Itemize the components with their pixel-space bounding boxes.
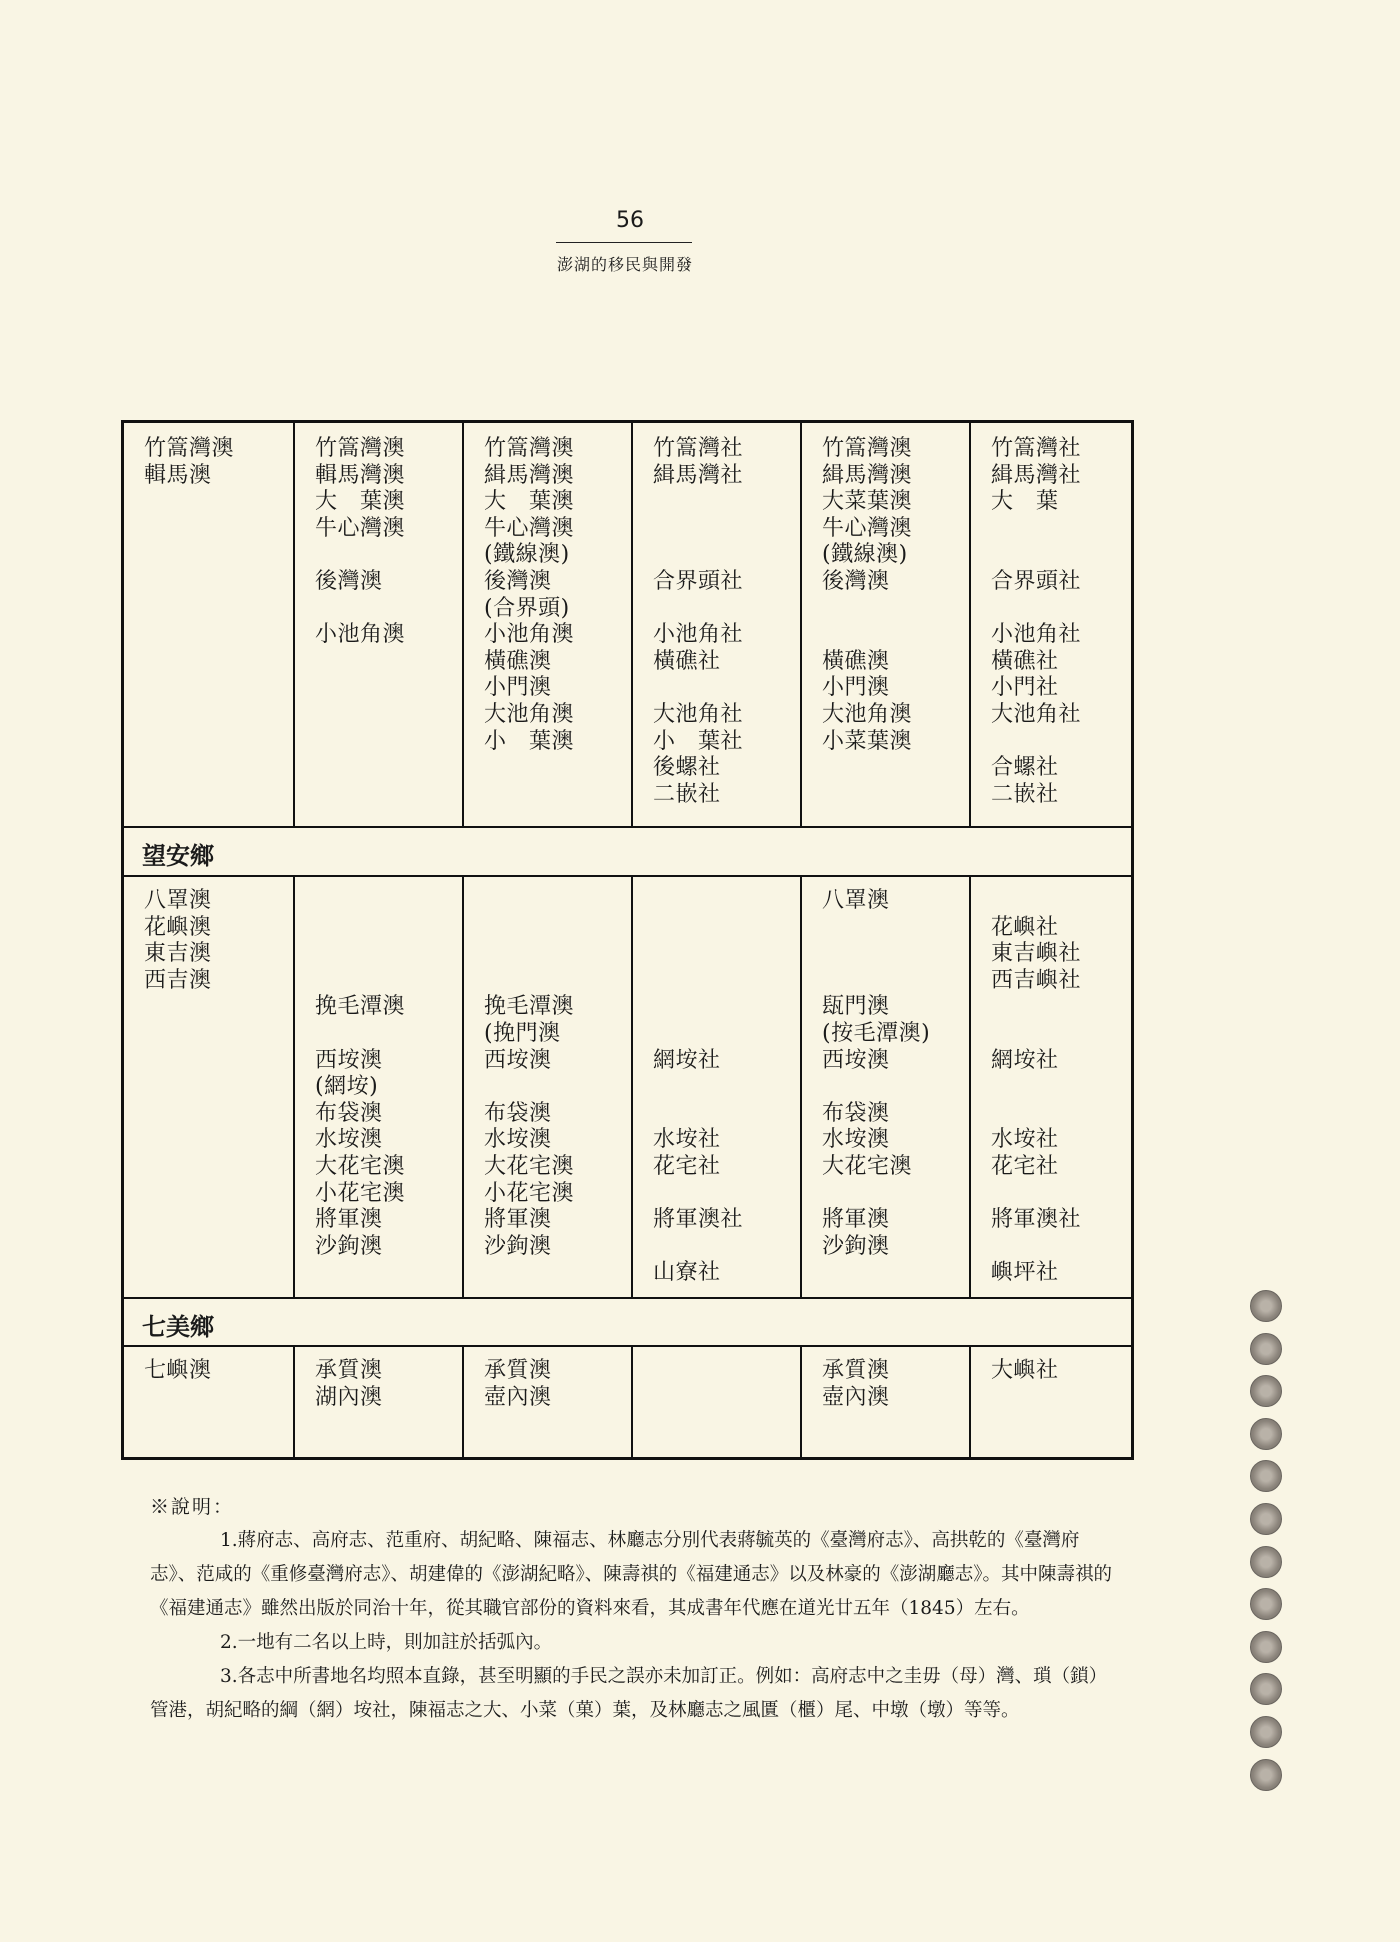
place-name: 將軍澳 bbox=[822, 1207, 890, 1233]
seal-ornament bbox=[1250, 1631, 1282, 1663]
seal-ornament bbox=[1250, 1546, 1282, 1578]
place-name bbox=[991, 542, 1127, 569]
place-name: 緝馬灣社 bbox=[653, 462, 744, 488]
place-name: 挽毛潭澳 bbox=[484, 994, 575, 1020]
place-name: 布袋澳 bbox=[822, 1100, 890, 1126]
place-name: 合界頭社 bbox=[653, 568, 744, 594]
place-name bbox=[484, 968, 627, 995]
table-cell bbox=[293, 423, 462, 826]
place-name: 橫礁社 bbox=[991, 648, 1059, 674]
place-name bbox=[315, 968, 458, 995]
place-name bbox=[991, 1074, 1127, 1101]
place-name: 竹篙灣澳 bbox=[315, 436, 406, 461]
place-name: 西垵澳 bbox=[484, 1047, 552, 1073]
place-name bbox=[653, 1074, 796, 1101]
table-block-2 bbox=[124, 875, 1131, 1297]
place-name: (按毛潭澳) bbox=[822, 1020, 931, 1046]
place-name: 水垵社 bbox=[991, 1127, 1059, 1153]
place-name: 水垵社 bbox=[653, 1127, 721, 1153]
place-name: 沙鉤澳 bbox=[315, 1233, 383, 1259]
place-name: 承質澳 bbox=[315, 1358, 383, 1383]
seal-ornament bbox=[1250, 1716, 1282, 1748]
place-name bbox=[991, 729, 1127, 756]
place-name: 花嶼澳 bbox=[144, 914, 212, 940]
place-name: 嶼坪社 bbox=[991, 1260, 1059, 1286]
place-name: 大池角澳 bbox=[822, 701, 913, 727]
seal-ornament bbox=[1250, 1759, 1282, 1791]
place-name bbox=[653, 1181, 796, 1208]
place-name: 竹篙灣澳 bbox=[144, 436, 235, 461]
note-1: 1.蔣府志、高府志、范重府、胡紀略、陳福志、林廳志分別代表蔣毓英的《臺灣府志》、高拱乾的《臺灣府志》、范咸的《重修臺灣府志》、胡建偉的《澎湖紀略》、陳壽祺的《福建通志》以及林豪的《澎湖廳志》。其中陳壽祺的《福建通志》雖然出版於同治十年，從其職官部份的資料來看，其成書年代應在道光廿五年（1845）左右。 bbox=[150, 1530, 1113, 1619]
table-rule bbox=[124, 1297, 1131, 1299]
place-name: 大 葉澳 bbox=[315, 489, 406, 515]
place-name: 橫礁社 bbox=[653, 648, 721, 674]
place-name bbox=[991, 1021, 1127, 1048]
place-name: 小 葉澳 bbox=[484, 728, 575, 754]
place-name bbox=[315, 1021, 458, 1048]
place-name: 合螺社 bbox=[991, 755, 1059, 781]
place-name bbox=[822, 596, 965, 623]
place-name: 東吉澳 bbox=[144, 941, 212, 967]
place-name: 後灣澳 bbox=[315, 568, 383, 594]
place-name: 八罩澳 bbox=[822, 888, 890, 913]
table-block-3 bbox=[124, 1345, 1131, 1457]
table-cell bbox=[969, 875, 1131, 1297]
place-name: (鐵線澳) bbox=[484, 542, 570, 568]
place-name: 瓺門澳 bbox=[822, 994, 890, 1020]
place-name: 小門澳 bbox=[822, 675, 890, 701]
place-name bbox=[822, 968, 965, 995]
place-name: 小門社 bbox=[991, 675, 1059, 701]
place-name bbox=[991, 888, 1127, 915]
place-name: 西吉嶼社 bbox=[991, 967, 1082, 993]
place-name: 後螺社 bbox=[653, 755, 721, 781]
place-name: 牛心灣澳 bbox=[822, 515, 913, 541]
place-name: (網垵) bbox=[315, 1074, 379, 1100]
seal-ornament bbox=[1250, 1333, 1282, 1365]
running-title: 澎湖的移民與開發 bbox=[556, 255, 693, 274]
table-rule bbox=[124, 826, 1131, 828]
place-name: 小花宅澳 bbox=[484, 1180, 575, 1206]
place-name: 小池角澳 bbox=[315, 622, 406, 648]
place-name: 湖內澳 bbox=[315, 1384, 383, 1410]
table-cell bbox=[462, 423, 631, 826]
place-name bbox=[653, 675, 796, 702]
place-name: 西吉澳 bbox=[144, 967, 212, 993]
place-name bbox=[822, 622, 965, 649]
place-name: 大花宅澳 bbox=[315, 1153, 406, 1179]
table-cell bbox=[631, 1345, 800, 1457]
table-cell bbox=[293, 875, 462, 1297]
table-cell bbox=[293, 1345, 462, 1457]
place-name bbox=[653, 941, 796, 968]
place-name: 大 葉澳 bbox=[484, 489, 575, 515]
place-name: 竹篙灣澳 bbox=[484, 436, 575, 461]
place-name: 橫礁澳 bbox=[484, 648, 552, 674]
table-block-1 bbox=[124, 423, 1131, 826]
place-name: 緝馬灣澳 bbox=[484, 462, 575, 488]
place-name: 輯馬澳 bbox=[144, 462, 212, 488]
place-name bbox=[991, 1234, 1127, 1261]
place-name bbox=[991, 1181, 1127, 1208]
place-name: 花宅社 bbox=[991, 1153, 1059, 1179]
place-name: 將軍澳 bbox=[484, 1207, 552, 1233]
place-name: 小花宅澳 bbox=[315, 1180, 406, 1206]
header-rule bbox=[556, 242, 692, 243]
place-name: (鐵線澳) bbox=[822, 542, 908, 568]
place-name: 二嵌社 bbox=[653, 781, 721, 807]
place-name: 壺內澳 bbox=[484, 1384, 552, 1410]
seal-ornament bbox=[1250, 1673, 1282, 1705]
place-name bbox=[653, 1101, 796, 1128]
place-name: 將軍澳社 bbox=[653, 1207, 744, 1233]
place-name: 承質澳 bbox=[484, 1358, 552, 1383]
place-name: 牛心灣澳 bbox=[484, 515, 575, 541]
place-name bbox=[653, 915, 796, 942]
place-name-table bbox=[121, 420, 1134, 1460]
table-cell bbox=[969, 423, 1131, 826]
table-cell bbox=[124, 1345, 293, 1457]
place-name: 大池角澳 bbox=[484, 701, 575, 727]
place-name: 沙鉤澳 bbox=[822, 1233, 890, 1259]
place-name: 小門澳 bbox=[484, 675, 552, 701]
seal-column bbox=[1250, 1290, 1286, 1801]
place-name bbox=[484, 1074, 627, 1101]
place-name bbox=[484, 915, 627, 942]
place-name: 竹篙灣社 bbox=[991, 436, 1082, 461]
place-name: 網垵社 bbox=[991, 1047, 1059, 1073]
notes-section bbox=[150, 1490, 1120, 1728]
place-name: 山寮社 bbox=[653, 1260, 721, 1286]
place-name: 東吉嶼社 bbox=[991, 941, 1082, 967]
place-name: 挽毛潭澳 bbox=[315, 994, 406, 1020]
place-name bbox=[991, 516, 1127, 543]
section-title-wangan: 望安鄉 bbox=[142, 842, 214, 870]
place-name: 合界頭社 bbox=[991, 568, 1082, 594]
place-name: 小池角社 bbox=[653, 622, 744, 648]
place-name: 水垵澳 bbox=[822, 1127, 890, 1153]
place-name: 布袋澳 bbox=[484, 1100, 552, 1126]
notes-label: ※說明： bbox=[150, 1496, 235, 1518]
section-title-qimei: 七美鄉 bbox=[142, 1313, 214, 1341]
place-name: 小池角社 bbox=[991, 622, 1082, 648]
place-name bbox=[653, 596, 796, 623]
place-name: 大菜葉澳 bbox=[822, 489, 913, 515]
place-name: 七嶼澳 bbox=[144, 1358, 212, 1383]
place-name bbox=[653, 994, 796, 1021]
place-name: 網垵社 bbox=[653, 1047, 721, 1073]
place-name bbox=[315, 542, 458, 569]
place-name: (合界頭) bbox=[484, 595, 570, 621]
table-cell bbox=[800, 1345, 969, 1457]
place-name bbox=[315, 596, 458, 623]
page-number: 56 bbox=[616, 208, 644, 233]
place-name: 大池角社 bbox=[991, 701, 1082, 727]
place-name: 小菜葉澳 bbox=[822, 728, 913, 754]
seal-ornament bbox=[1250, 1375, 1282, 1407]
place-name: 將軍澳社 bbox=[991, 1207, 1082, 1233]
place-name: (挽門澳 bbox=[484, 1020, 561, 1046]
place-name: 壺內澳 bbox=[822, 1384, 890, 1410]
place-name: 大花宅澳 bbox=[484, 1153, 575, 1179]
place-name: 橫礁澳 bbox=[822, 648, 890, 674]
place-name: 大嶼社 bbox=[991, 1358, 1059, 1383]
place-name: 水垵澳 bbox=[484, 1127, 552, 1153]
place-name bbox=[653, 542, 796, 569]
place-name bbox=[484, 888, 627, 915]
place-name bbox=[653, 1021, 796, 1048]
place-name bbox=[653, 968, 796, 995]
seal-ornament bbox=[1250, 1290, 1282, 1322]
place-name: 花嶼社 bbox=[991, 914, 1059, 940]
table-cell bbox=[462, 875, 631, 1297]
place-name: 二嵌社 bbox=[991, 781, 1059, 807]
table-cell bbox=[124, 875, 293, 1297]
place-name bbox=[822, 1181, 965, 1208]
place-name bbox=[991, 596, 1127, 623]
place-name: 小池角澳 bbox=[484, 622, 575, 648]
place-name bbox=[315, 888, 458, 915]
place-name bbox=[315, 941, 458, 968]
table-cell bbox=[631, 423, 800, 826]
place-name bbox=[653, 888, 796, 915]
table-cell bbox=[969, 1345, 1131, 1457]
place-name: 竹篙灣社 bbox=[653, 436, 744, 461]
note-2: 2.一地有二名以上時，則加註於括弧內。 bbox=[220, 1632, 553, 1653]
table-cell bbox=[462, 1345, 631, 1457]
seal-ornament bbox=[1250, 1503, 1282, 1535]
place-name bbox=[484, 941, 627, 968]
place-name: 布袋澳 bbox=[315, 1100, 383, 1126]
place-name: 後灣澳 bbox=[822, 568, 890, 594]
place-name: 西垵澳 bbox=[822, 1047, 890, 1073]
place-name: 花宅社 bbox=[653, 1153, 721, 1179]
place-name: 八罩澳 bbox=[144, 888, 212, 913]
place-name: 大花宅澳 bbox=[822, 1153, 913, 1179]
place-name: 緝馬灣社 bbox=[991, 462, 1082, 488]
seal-ornament bbox=[1250, 1588, 1282, 1620]
place-name: 承質澳 bbox=[822, 1358, 890, 1383]
seal-ornament bbox=[1250, 1418, 1282, 1450]
seal-ornament bbox=[1250, 1460, 1282, 1492]
note-3: 3.各志中所書地名均照本直錄，甚至明顯的手民之誤亦未加訂正。例如：高府志中之圭毋（母）灣、瑣（鎖）管港，胡紀略的綱（網）垵社，陳福志之大、小菜（菓）葉，及林廳志之風匱（櫃）尾、中墩（墩）等等。 bbox=[150, 1666, 1108, 1721]
table-cell bbox=[124, 423, 293, 826]
place-name: 將軍澳 bbox=[315, 1207, 383, 1233]
place-name bbox=[991, 1101, 1127, 1128]
place-name: 竹篙灣澳 bbox=[822, 436, 913, 461]
place-name: 大 葉 bbox=[991, 489, 1059, 515]
table-cell bbox=[800, 875, 969, 1297]
place-name: 水垵澳 bbox=[315, 1127, 383, 1153]
table-cell bbox=[631, 875, 800, 1297]
place-name bbox=[653, 1234, 796, 1261]
place-name bbox=[822, 941, 965, 968]
place-name bbox=[315, 915, 458, 942]
place-name: 沙鉤澳 bbox=[484, 1233, 552, 1259]
place-name: 牛心灣澳 bbox=[315, 515, 406, 541]
place-name bbox=[653, 516, 796, 543]
place-name bbox=[822, 1074, 965, 1101]
place-name: 大池角社 bbox=[653, 701, 744, 727]
place-name: 輯馬灣澳 bbox=[315, 462, 406, 488]
place-name bbox=[991, 994, 1127, 1021]
place-name: 西垵澳 bbox=[315, 1047, 383, 1073]
place-name: 小 葉社 bbox=[653, 728, 744, 754]
place-name bbox=[822, 915, 965, 942]
table-cell bbox=[800, 423, 969, 826]
place-name bbox=[653, 489, 796, 516]
place-name: 後灣澳 bbox=[484, 568, 552, 594]
place-name: 緝馬灣澳 bbox=[822, 462, 913, 488]
